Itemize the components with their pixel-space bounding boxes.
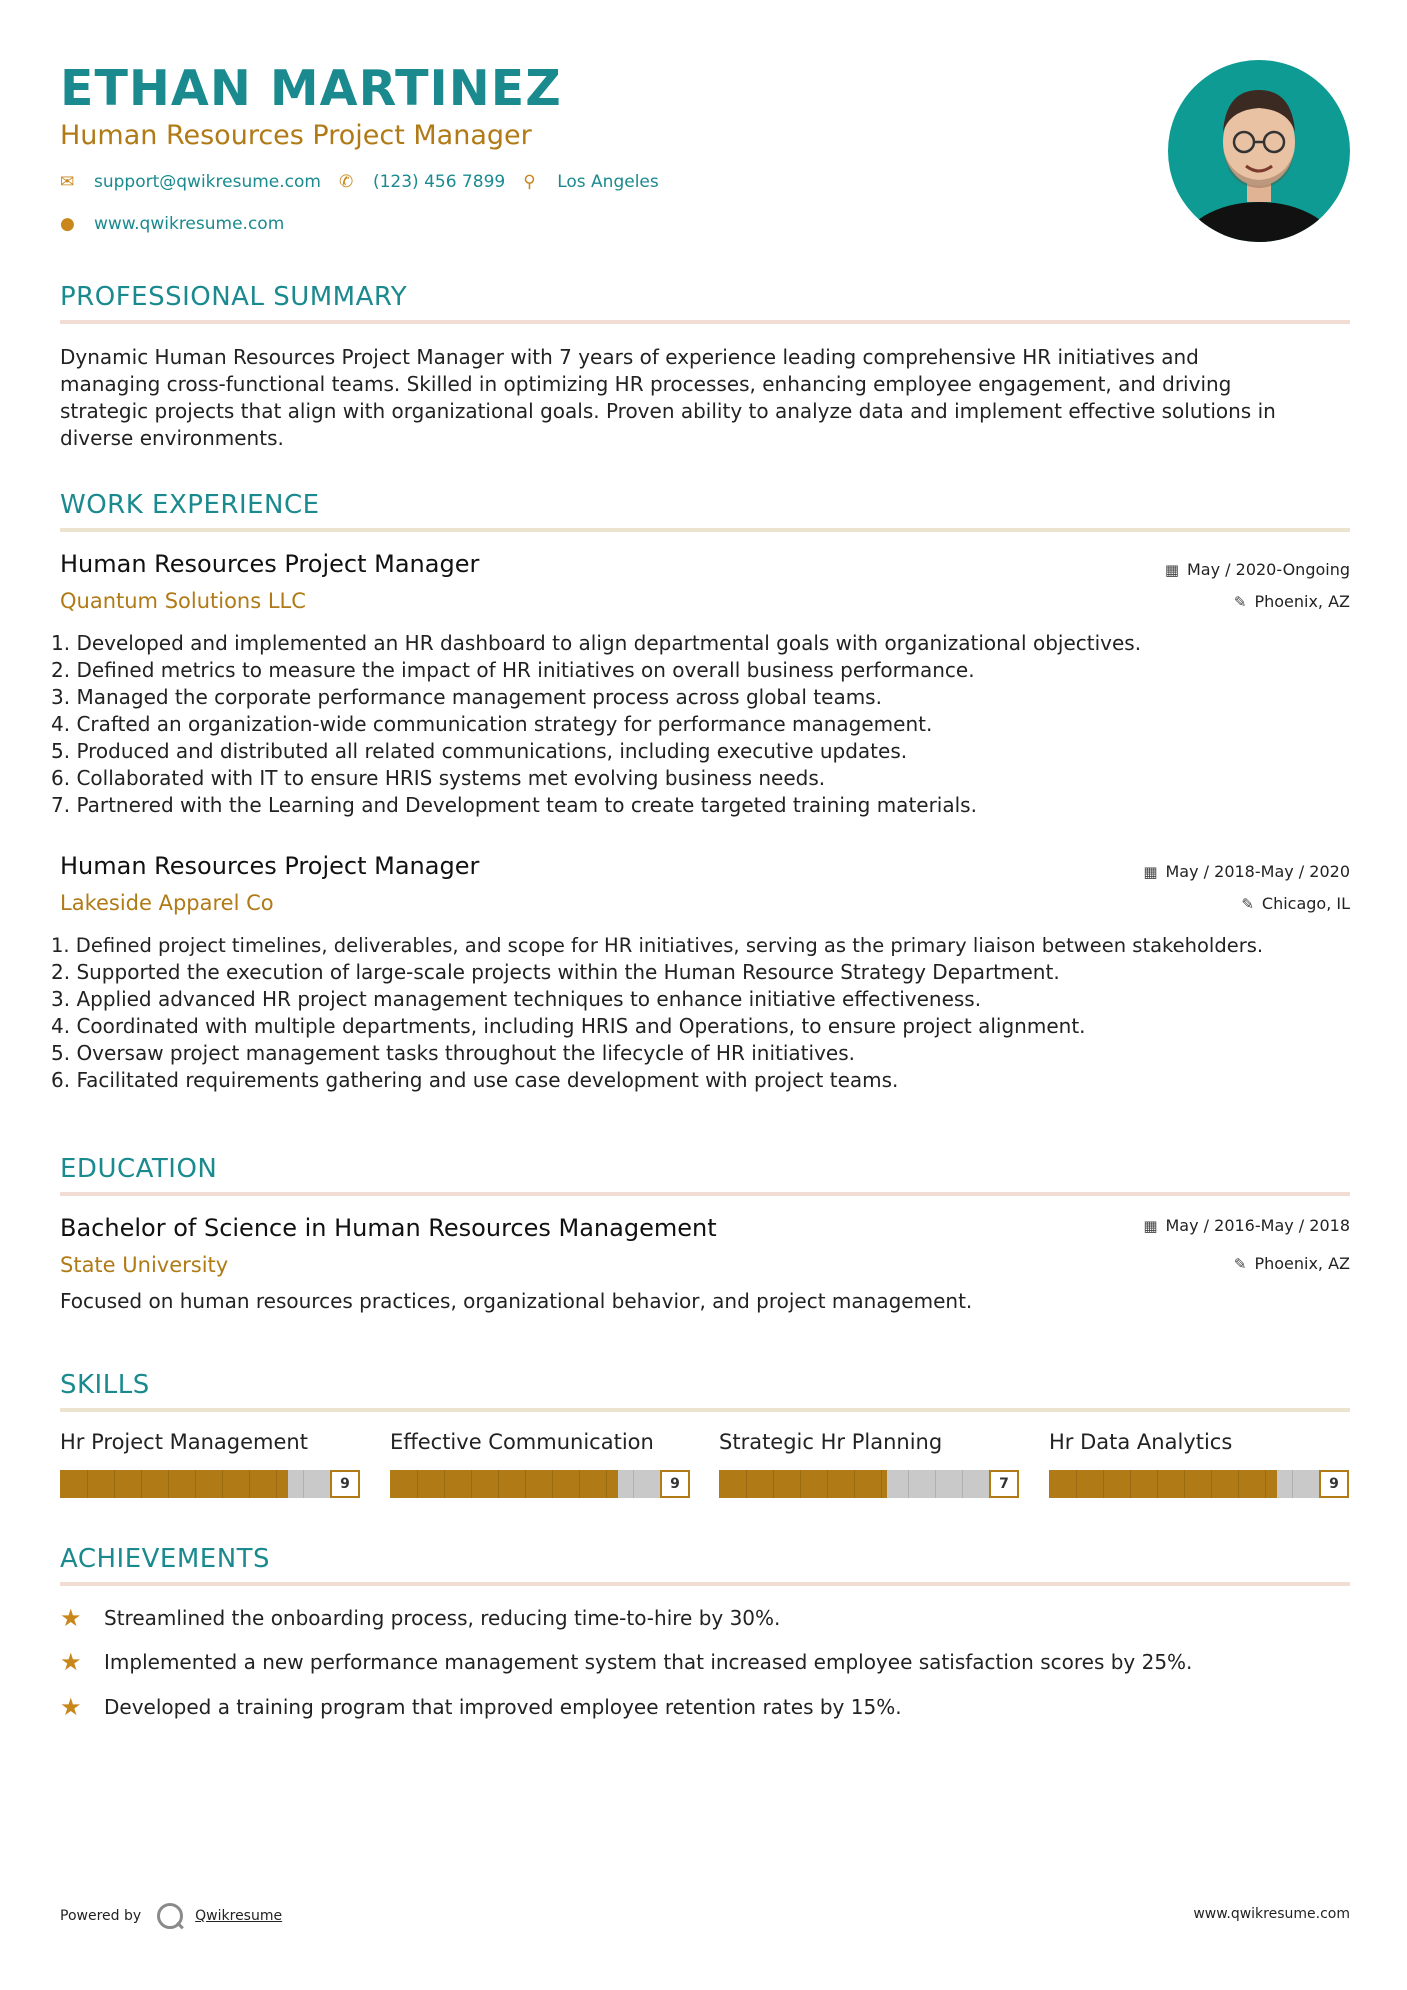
skill-segment-tick xyxy=(881,1470,882,1498)
skill-item xyxy=(719,1430,1019,1498)
job-location-text: Phoenix, AZ xyxy=(1254,592,1350,611)
list-item: 1. Defined project timelines, deliverables, and scope for HR initiatives, serving as the primary liaison between stakeholders. xyxy=(51,934,1264,957)
skill-level-badge: 9 xyxy=(330,1470,360,1498)
globe-icon: ● xyxy=(60,214,75,234)
section-title-summary: PROFESSIONAL SUMMARY xyxy=(60,282,408,312)
job-dates xyxy=(1165,560,1350,579)
skill-segment-tick xyxy=(195,1470,196,1498)
summary-line: strategic projects that align with organizational goals. Proven ability to analyze data and implement effective solutions in xyxy=(60,399,1276,423)
skill-bar xyxy=(390,1470,690,1498)
education-dates-text: May / 2016-May / 2018 xyxy=(1165,1216,1350,1235)
skill-segment-tick xyxy=(1211,1470,1212,1498)
achievement-item xyxy=(60,1604,780,1632)
skill-segment-tick xyxy=(1265,1470,1266,1498)
skill-segment-tick xyxy=(1157,1470,1158,1498)
skill-segment-tick xyxy=(579,1470,580,1498)
list-item: 1. Developed and implemented an HR dashboard to align departmental goals with organizational objectives. xyxy=(51,631,1142,655)
job-bullets xyxy=(51,932,1263,1094)
website-link[interactable]: www.qwikresume.com xyxy=(94,214,285,234)
job-location xyxy=(1234,592,1350,611)
skill-segment-tick xyxy=(498,1470,499,1498)
skill-fill xyxy=(390,1470,618,1498)
skill-segment-tick xyxy=(87,1470,88,1498)
location-text: Los Angeles xyxy=(557,172,659,192)
skill-segment-tick xyxy=(908,1470,909,1498)
brand-link[interactable]: Qwikresume xyxy=(195,1908,283,1924)
pushpin-icon: ✎ xyxy=(1241,894,1254,913)
star-icon: ★ xyxy=(60,1648,82,1676)
job-location xyxy=(1241,894,1350,913)
job-dates xyxy=(1143,862,1350,881)
achievement-text: Streamlined the onboarding process, reducing time-to-hire by 30%. xyxy=(104,1606,781,1630)
skill-item xyxy=(390,1430,690,1498)
achievement-text: Implemented a new performance management system that increased employee satisfaction scores by 25%. xyxy=(104,1650,1193,1674)
section-divider xyxy=(60,1192,1350,1196)
skill-segment-tick xyxy=(303,1470,304,1498)
section-title-skills: SKILLS xyxy=(60,1370,150,1400)
footer-powered-by xyxy=(60,1903,282,1929)
skill-level-badge: 9 xyxy=(1319,1470,1349,1498)
section-divider xyxy=(60,320,1350,324)
skill-segment-tick xyxy=(276,1470,277,1498)
skill-name: Strategic Hr Planning xyxy=(719,1430,943,1454)
skill-segment-tick xyxy=(962,1470,963,1498)
skill-fill xyxy=(60,1470,288,1498)
location-pin-icon: ⚲ xyxy=(523,172,536,192)
email-link[interactable]: support@qwikresume.com xyxy=(94,172,321,192)
education-location-text: Phoenix, AZ xyxy=(1254,1254,1350,1273)
skill-name: Hr Data Analytics xyxy=(1049,1430,1233,1454)
skill-segment-tick xyxy=(1076,1470,1077,1498)
skill-segment-tick xyxy=(552,1470,553,1498)
powered-by-label: Powered by xyxy=(60,1908,142,1924)
list-item: 3. Applied advanced HR project management techniques to enhance initiative effectiveness. xyxy=(51,987,982,1011)
skill-level-badge: 9 xyxy=(660,1470,690,1498)
achievement-item xyxy=(60,1648,1192,1676)
education-dates xyxy=(1143,1216,1350,1235)
list-item: 5. Oversaw project management tasks throughout the lifecycle of HR initiatives. xyxy=(51,1041,855,1065)
skill-segment-tick xyxy=(222,1470,223,1498)
footer-url[interactable]: www.qwikresume.com xyxy=(1193,1906,1350,1922)
calendar-icon: ▦ xyxy=(1143,1216,1158,1235)
skill-item xyxy=(1049,1430,1349,1498)
section-title-achievements: ACHIEVEMENTS xyxy=(60,1544,271,1574)
skill-segment-tick xyxy=(417,1470,418,1498)
job-title: Human Resources Project Manager xyxy=(60,852,480,880)
list-item: 6. Facilitated requirements gathering and use case development with project teams. xyxy=(51,1068,899,1092)
skill-level-badge: 7 xyxy=(989,1470,1019,1498)
skill-segment-tick xyxy=(773,1470,774,1498)
skill-segment-tick xyxy=(471,1470,472,1498)
skill-segment-tick xyxy=(633,1470,634,1498)
profile-photo xyxy=(1168,60,1350,242)
summary-text xyxy=(60,344,1350,452)
phone-text: (123) 456 7899 xyxy=(372,172,506,192)
skill-item xyxy=(60,1430,360,1498)
skill-segment-tick xyxy=(1130,1470,1131,1498)
skill-fill xyxy=(719,1470,887,1498)
skill-segment-tick xyxy=(935,1470,936,1498)
skill-segment-tick xyxy=(1292,1470,1293,1498)
school-name: State University xyxy=(60,1253,229,1277)
star-icon: ★ xyxy=(60,1693,82,1721)
list-item: 2. Supported the execution of large-scale projects within the Human Resource Strategy Department. xyxy=(51,960,1060,984)
section-divider xyxy=(60,1582,1350,1586)
pushpin-icon: ✎ xyxy=(1233,592,1247,611)
candidate-title: Human Resources Project Manager xyxy=(60,120,532,151)
skill-segment-tick xyxy=(249,1470,250,1498)
skill-name: Hr Project Management xyxy=(60,1430,308,1454)
envelope-icon: ✉ xyxy=(60,172,75,192)
job-location-text: Chicago, IL xyxy=(1261,894,1350,913)
achievement-text: Developed a training program that improved employee retention rates by 15%. xyxy=(104,1695,902,1719)
qwikresume-logo-icon xyxy=(157,1903,183,1929)
list-item: 4. Crafted an organization-wide communication strategy for performance management. xyxy=(51,712,933,736)
achievement-item xyxy=(60,1693,902,1721)
star-icon: ★ xyxy=(60,1604,82,1632)
list-item: 7. Partnered with the Learning and Development team to create targeted training materials. xyxy=(51,793,977,817)
section-divider xyxy=(60,528,1350,532)
calendar-icon: ▦ xyxy=(1143,862,1158,881)
skill-fill xyxy=(1049,1470,1277,1498)
skill-segment-tick xyxy=(827,1470,828,1498)
calendar-icon: ▦ xyxy=(1164,560,1179,579)
skill-segment-tick xyxy=(525,1470,526,1498)
summary-line: managing cross-functional teams. Skilled in optimizing HR processes, enhancing employee engagement, and driving xyxy=(60,372,1232,396)
skill-segment-tick xyxy=(444,1470,445,1498)
job-dates-text: May / 2020-Ongoing xyxy=(1187,560,1350,579)
skill-segment-tick xyxy=(800,1470,801,1498)
skill-segment-tick xyxy=(606,1470,607,1498)
skill-bar xyxy=(719,1470,1019,1498)
skill-bar xyxy=(1049,1470,1349,1498)
company-name: Quantum Solutions LLC xyxy=(60,589,306,613)
candidate-name: ETHAN MARTINEZ xyxy=(60,60,562,117)
section-title-experience: WORK EXPERIENCE xyxy=(60,490,320,520)
list-item: 3. Managed the corporate performance management process across global teams. xyxy=(51,685,882,709)
skill-segment-tick xyxy=(1238,1470,1239,1498)
summary-line: diverse environments. xyxy=(60,426,284,450)
skill-segment-tick xyxy=(168,1470,169,1498)
phone-icon: ✆ xyxy=(338,172,354,192)
skill-segment-tick xyxy=(1103,1470,1104,1498)
list-item: 2. Defined metrics to measure the impact of HR initiatives on overall business performance. xyxy=(51,658,975,682)
skill-segment-tick xyxy=(141,1470,142,1498)
pushpin-icon: ✎ xyxy=(1233,1254,1247,1273)
skill-segment-tick xyxy=(854,1470,855,1498)
job-bullets xyxy=(51,630,1141,819)
job-title: Human Resources Project Manager xyxy=(60,550,480,578)
skill-segment-tick xyxy=(114,1470,115,1498)
section-title-education: EDUCATION xyxy=(60,1154,218,1184)
skill-segment-tick xyxy=(746,1470,747,1498)
list-item: 5. Produced and distributed all related communications, including executive updates. xyxy=(51,739,908,763)
summary-line: Dynamic Human Resources Project Manager with 7 years of experience leading comprehensive HR initiatives and xyxy=(60,345,1199,369)
contact-row xyxy=(60,172,659,192)
job-dates-text: May / 2018-May / 2020 xyxy=(1165,862,1350,881)
degree-title: Bachelor of Science in Human Resources Management xyxy=(60,1214,717,1242)
skill-segment-tick xyxy=(1184,1470,1185,1498)
section-divider xyxy=(60,1408,1350,1412)
list-item: 6. Collaborated with IT to ensure HRIS systems met evolving business needs. xyxy=(51,766,826,790)
list-item: 4. Coordinated with multiple departments, including HRIS and Operations, to ensure project alignment. xyxy=(51,1014,1086,1038)
company-name: Lakeside Apparel Co xyxy=(60,891,274,915)
education-description: Focused on human resources practices, organizational behavior, and project management. xyxy=(60,1289,973,1313)
skill-name: Effective Communication xyxy=(390,1430,654,1454)
skill-bar xyxy=(60,1470,360,1498)
website-row xyxy=(60,214,284,234)
education-location xyxy=(1234,1254,1350,1273)
